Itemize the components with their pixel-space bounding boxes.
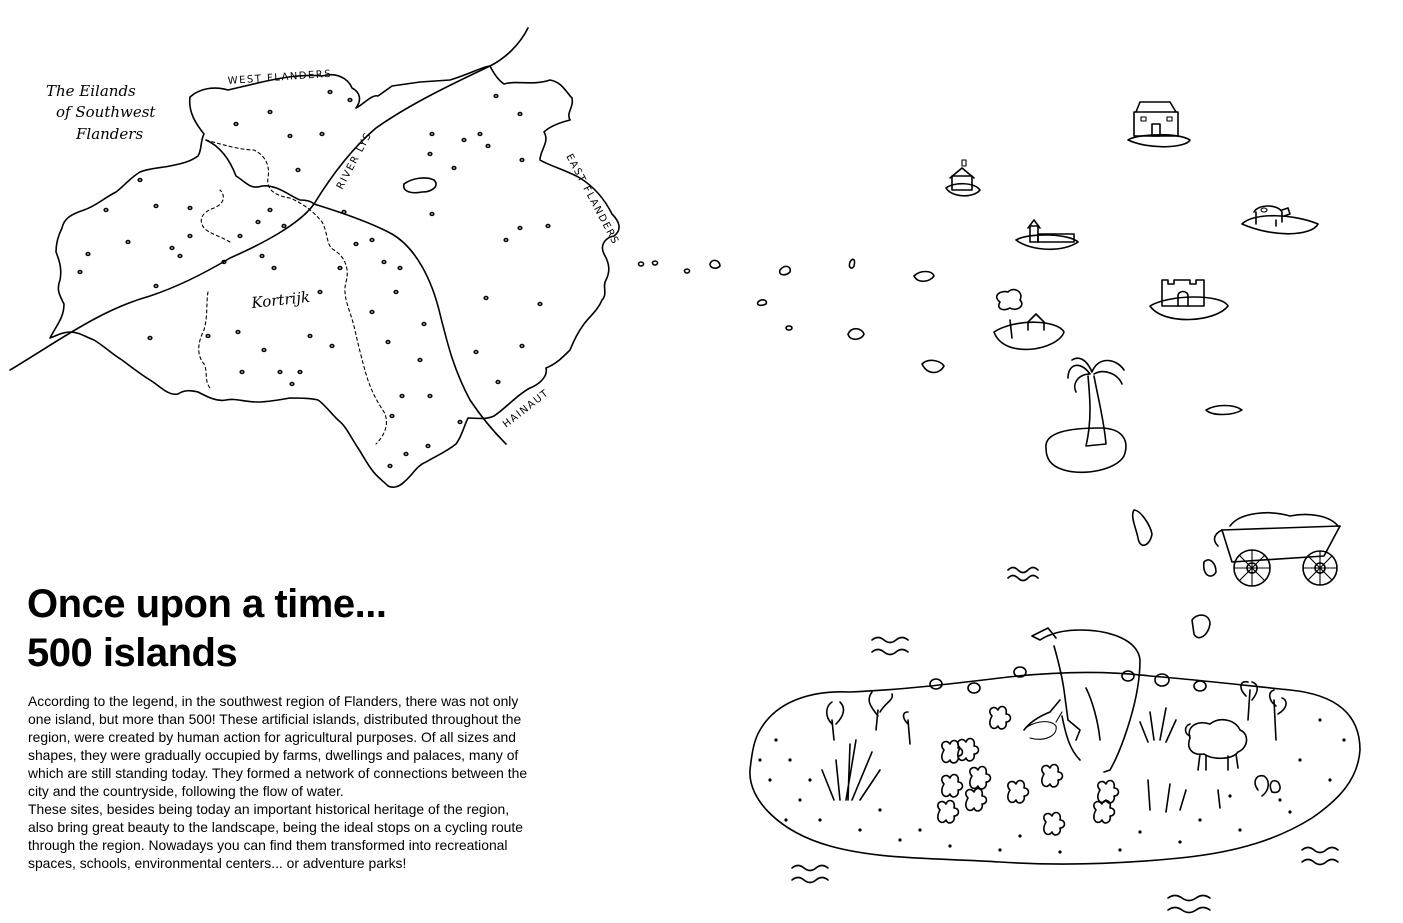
label-hainaut: HAINAUT (501, 387, 552, 431)
label-river-lys: RIVER LYS (334, 130, 375, 192)
wheelbarrow (1215, 513, 1340, 586)
hainaut-border (314, 204, 506, 444)
water-waves (792, 568, 1338, 913)
map-title-line-1: The Eilands (46, 82, 136, 100)
gardener (1024, 628, 1140, 772)
map-title-line-2: of Southwest (56, 103, 156, 121)
label-kortrijk: Kortrijk (250, 287, 311, 312)
label-east-flanders: EAST FLANDERS (563, 152, 621, 248)
island-tree-cottage (994, 290, 1064, 350)
island-manor-house (1128, 102, 1190, 147)
sheep (1186, 720, 1247, 770)
floating-islands-trail (639, 259, 1243, 637)
garden-rim-stones (930, 667, 1206, 693)
island-palm-tree (1046, 358, 1126, 472)
island-castle (1150, 280, 1228, 320)
map-island-dots (78, 91, 550, 468)
garden-plants (822, 682, 1286, 812)
garden-island (750, 628, 1360, 864)
headline-line-1: Once upon a time... (27, 582, 387, 626)
island-cow (1242, 206, 1318, 234)
map-of-southwest-flanders (10, 28, 621, 487)
island-tower (1016, 220, 1078, 249)
body-text (28, 692, 533, 872)
headline-line-2: 500 islands (27, 631, 238, 675)
body-paragraph-1: According to the legend, in the southwest region of Flanders, there was not only one island, but more than 500! These artificial islands, distributed throughout the region, were created by human action for agricultural purposes. Of all sizes and shapes, they were gradually occupied by farms, dwellings and palaces, many of which are still standing today. They formed a network of connections between the city and the countryside, following the flow of water. (28, 693, 528, 799)
label-west-flanders: WEST FLANDERS (227, 68, 333, 87)
lake (404, 178, 436, 193)
body-paragraph-2: These sites, besides being today an important historical heritage of the region, also bring great beauty to the landscape, being the ideal stops on a cycling route through the region. Nowadays you can find them transformed into recreational spaces, schools, environmental centers... or adventure parks! (28, 801, 523, 871)
headline (27, 580, 386, 678)
map-title-line-3: Flanders (76, 125, 144, 143)
island-small-hut (946, 160, 980, 196)
